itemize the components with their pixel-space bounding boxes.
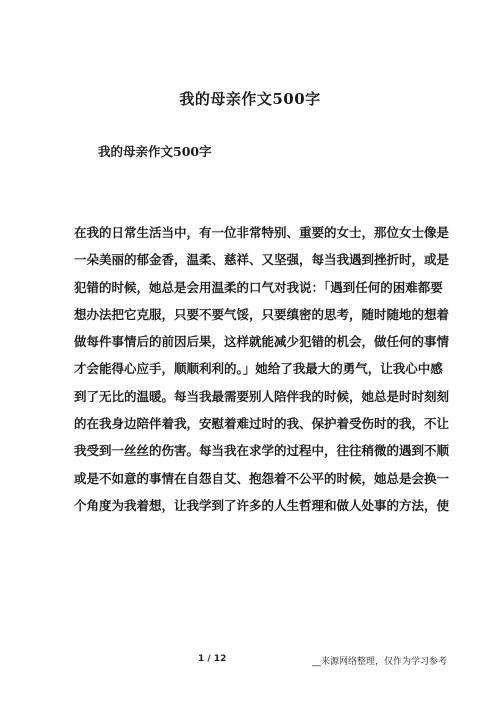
body-line: 犯错的时候，她总是会用温柔的口气对我说：「遇到任何的困难都要 [74, 279, 443, 295]
body-line: 在我的日常生活当中，有一位非常特别、重要的女士，那位女士像是 [74, 225, 450, 240]
body-line: 或是不如意的事情在自怨自艾、抱怨着不公平的时候，她总是会换一 [74, 470, 450, 486]
body-line: 做每件事情后的前因后果，这样就能减少犯错的机会，做任何的事情 [74, 334, 450, 350]
body-paragraph [74, 219, 450, 519]
document-subtitle: 我的母亲作文500字 [98, 144, 212, 159]
document-title: 我的母亲作文500字 [179, 90, 321, 108]
body-line: 想办法把它克服，只要不要气馁，只要缜密的思考，随时随地的想着 [74, 306, 450, 322]
body-line: 的在我身边陪伴着我，安慰着难过时的我、保护着受伤时的我，不让 [74, 416, 450, 432]
page-number: 1 / 12 [198, 654, 227, 664]
body-line: 一朵美丽的郁金香，温柔、慈祥、又坚强，每当我遇到挫折时，或是 [74, 252, 450, 268]
body-line: 我受到一丝丝的伤害。每当我在求学的过程中，往往稍微的遇到不顺 [74, 443, 450, 459]
body-line: 个角度为我着想，让我学到了许多的人生哲理和做人处事的方法，使 [74, 497, 450, 513]
body-line: 到了无比的温暖。每当我最需要别人陪伴我的时候，她总是时时刻刻 [74, 388, 450, 404]
body-line: 才会能得心应手，顺顺利利的。」她给了我最大的勇气，让我心中感 [74, 361, 443, 377]
source-note: __来源网络整理，仅作为学习参考 [312, 657, 448, 667]
